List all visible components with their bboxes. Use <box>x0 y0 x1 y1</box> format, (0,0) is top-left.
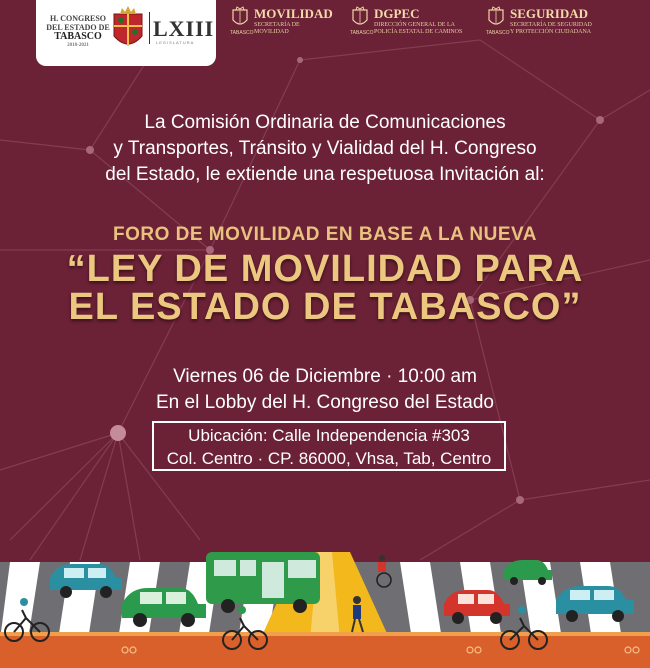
event-venue: En el Lobby del H. Congreso del Estado <box>156 392 494 413</box>
location-line2: Col. Centro · CP. 86000, Vhsa, Tab, Centro <box>166 449 492 468</box>
agency-desc-line1: SECRETARÍA DE <box>254 22 300 28</box>
agency-desc <box>510 22 592 36</box>
agency-desc-line1: SECRETARÍA DE SEGURIDAD <box>510 22 592 28</box>
tabasco-shield-icon <box>352 6 368 28</box>
location-line1: Ubicación: Calle Independencia #303 <box>188 426 470 445</box>
event-date-time: Viernes 06 de Diciembre · 10:00 am <box>173 366 477 387</box>
agency-desc-line2: Y PROTECCIÓN CIUDADANA <box>510 29 592 35</box>
agency-movilidad <box>232 6 342 38</box>
logo-line3: TABASCO <box>54 31 102 42</box>
congreso-logo-text <box>46 14 110 50</box>
legislature-number: LXIII <box>153 16 215 41</box>
agency-desc-line2: MOVILIDAD <box>254 29 289 35</box>
agency-desc <box>254 22 300 36</box>
agency-icon-label: TABASCO <box>230 30 254 36</box>
forum-title: FORO DE MOVILIDAD EN BASE A LA NUEVA <box>112 224 538 245</box>
tabasco-seal-icon <box>110 6 146 54</box>
agency-dgpec <box>352 6 480 38</box>
invitation-line2: y Transportes, Tránsito y Vialidad del H. Congreso <box>113 138 537 159</box>
law-title <box>20 250 630 326</box>
congreso-logo <box>36 0 216 66</box>
logo-line1: H. CONGRESO <box>49 14 106 23</box>
agency-desc-line1: DIRECCIÓN GENERAL DE LA <box>374 22 455 28</box>
tabasco-shield-icon <box>232 6 248 28</box>
agency-name: SEGURIDAD <box>510 6 589 21</box>
law-title-line2: EL ESTADO DE TABASCO” <box>68 286 582 328</box>
agency-seguridad <box>488 6 618 38</box>
street-illustration <box>0 548 650 668</box>
logo-line2: DEL ESTADO DE <box>46 23 110 32</box>
invitation-line1: La Comisión Ordinaria de Comunicaciones <box>144 112 506 133</box>
logo-years: 2018-2021 <box>67 43 89 48</box>
agency-icon-label: TABASCO <box>486 30 510 36</box>
bus-icon <box>206 552 320 613</box>
location-box <box>152 421 506 471</box>
agency-icon-label: TABASCO <box>350 30 374 36</box>
agency-name: MOVILIDAD <box>254 6 333 21</box>
invitation-line3: del Estado, le extiende una respetuosa Invitación al: <box>105 164 545 185</box>
logo-separator <box>149 12 150 44</box>
sidewalk <box>0 634 650 668</box>
event-when <box>40 364 610 416</box>
agency-desc-line2: POLICÍA ESTATAL DE CAMINOS <box>374 29 463 35</box>
invitation-text <box>40 110 610 188</box>
tabasco-shield-icon <box>488 6 504 28</box>
law-title-line1: “LEY DE MOVILIDAD PARA <box>66 248 584 290</box>
agency-name: DGPEC <box>374 6 420 21</box>
agency-desc <box>374 22 462 36</box>
legislature-label: LEGISLATURA <box>156 40 195 45</box>
